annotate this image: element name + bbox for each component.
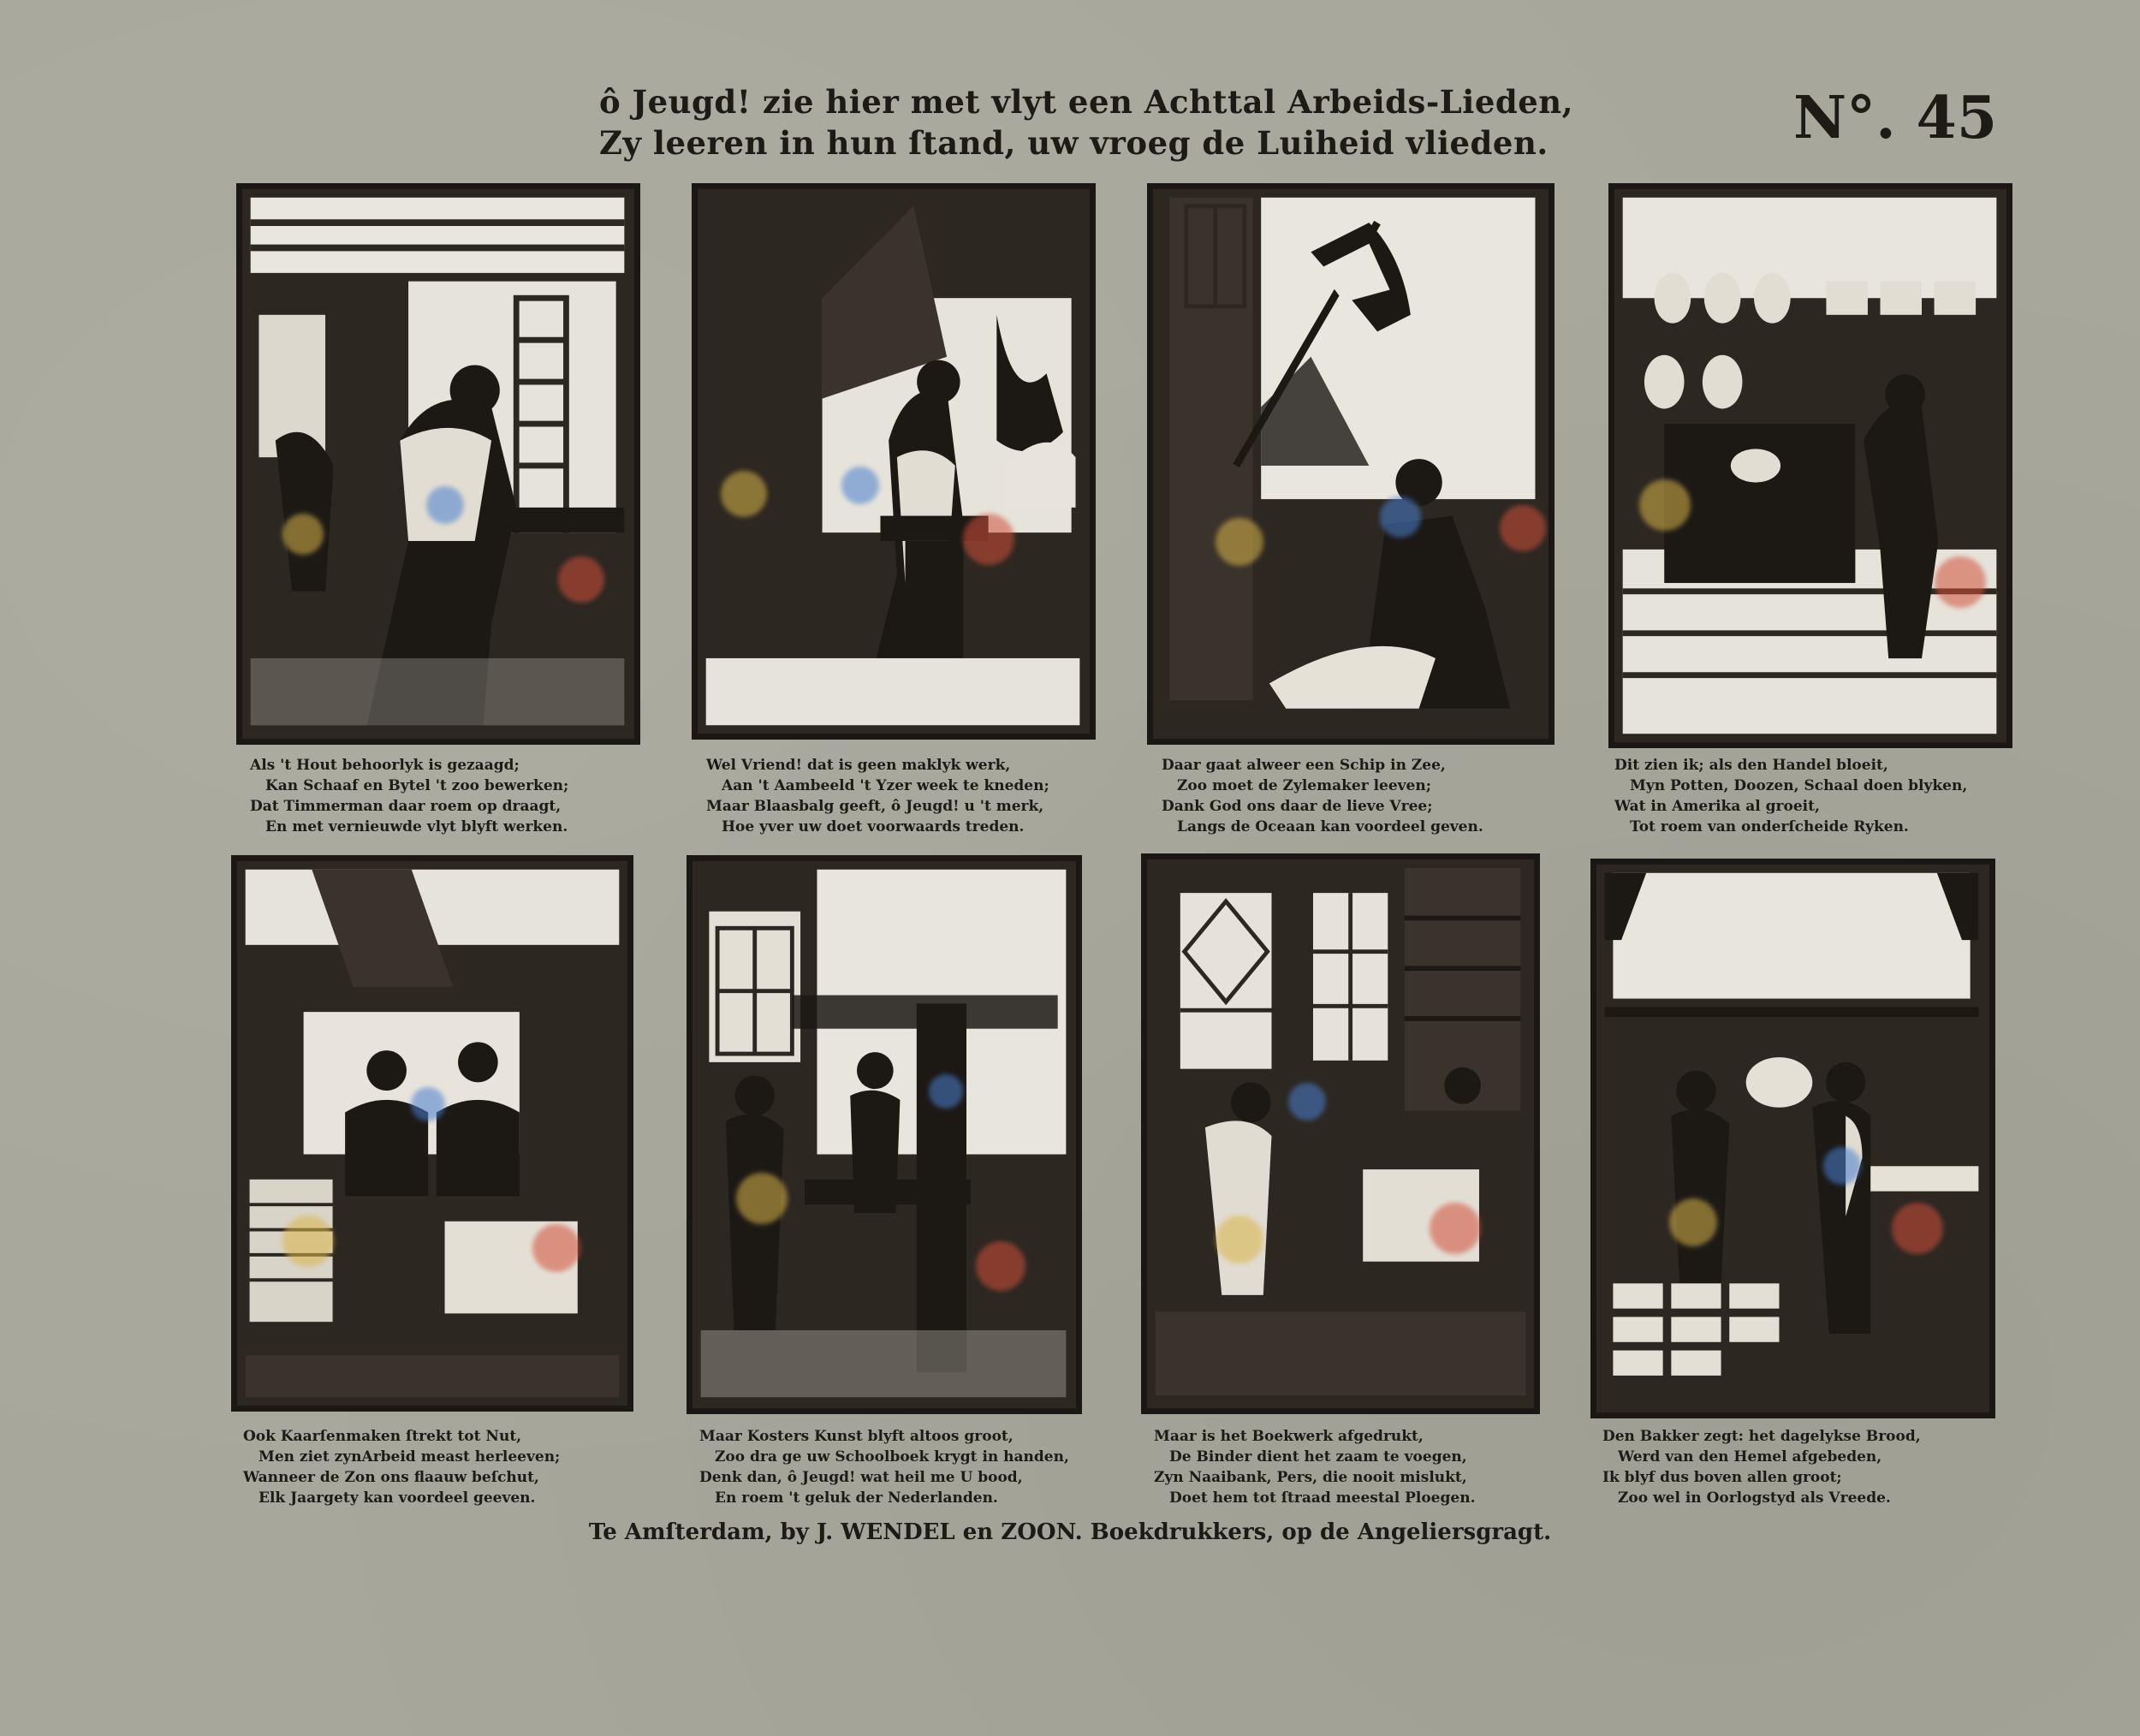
verse-line: Aan 't Aambeeld 't Yzer week te kneden; xyxy=(722,777,1049,794)
verse-line: Dat Timmerman daar roem op draagt, xyxy=(250,798,562,815)
color-stain xyxy=(411,1087,445,1121)
verse-bookbinder xyxy=(1154,1426,1556,1508)
color-stain xyxy=(1380,496,1421,538)
color-stain xyxy=(736,1173,788,1224)
verse-sailmaker xyxy=(1162,755,1564,837)
verse-blacksmith xyxy=(706,755,1109,837)
verse-line: De Binder dient het zaam te voegen, xyxy=(1169,1448,1467,1465)
verse-line: Hoe yver uw doet voorwaards treden. xyxy=(722,818,1025,835)
color-stain xyxy=(1430,1203,1481,1254)
carpenter-woodcut-image xyxy=(242,189,634,739)
color-stain xyxy=(282,514,324,555)
verse-line: Maar Kosters Kunst blyft altoos groot, xyxy=(699,1428,1014,1445)
verse-line: En roem 't geluk der Nederlanden. xyxy=(715,1489,998,1507)
color-stain xyxy=(1669,1198,1717,1246)
verse-line: Langs de Oceaan kan voordeel geven. xyxy=(1177,818,1483,835)
verse-candlemaker xyxy=(243,1426,645,1508)
color-stain xyxy=(1823,1147,1861,1185)
title-line-2: Zy leeren in hun ſtand, uw vroeg de Luiheid vlieden. xyxy=(599,124,1549,162)
verse-line: Denk dan, ô Jeugd! wat heil me U bood, xyxy=(699,1469,1023,1486)
verse-line: Kan Schaaf en Bytel 't zoo bewerken; xyxy=(265,777,569,794)
color-stain xyxy=(426,486,464,524)
verse-line: Men ziet zynArbeid meast herleeven; xyxy=(259,1448,561,1465)
verse-line: Dank God ons daar de lieve Vree; xyxy=(1162,798,1433,815)
color-stain xyxy=(1216,518,1263,566)
sheet-number: N°. 45 xyxy=(1793,84,1998,152)
color-stain xyxy=(532,1224,580,1272)
color-stain xyxy=(1639,479,1691,531)
color-stain xyxy=(841,467,879,504)
verse-line: Wat in Amerika al groeit, xyxy=(1614,798,1820,815)
verse-line: Den Bakker zegt: het dagelykse Brood, xyxy=(1602,1428,1921,1445)
blacksmith-woodcut-image xyxy=(698,189,1090,734)
color-stain xyxy=(558,556,604,603)
verse-merchant xyxy=(1614,755,2017,837)
printer-imprint: Te Amſterdam, by J. WENDEL en ZOON. Boekdrukkers, op de Angeliersgragt. xyxy=(588,1519,1552,1545)
color-stain xyxy=(963,514,1014,565)
verse-line: Dit zien ik; als den Handel bloeit, xyxy=(1614,757,1888,774)
baker-woodcut-image xyxy=(1596,865,1989,1412)
woodcut-panel-blacksmith xyxy=(692,183,1096,740)
sheet-title xyxy=(599,81,1574,163)
woodcut-panel-printer xyxy=(687,855,1082,1414)
verse-line: Ook Kaarſenmaken ſtrekt tot Nut, xyxy=(243,1428,522,1445)
verse-line: Maar is het Boekwerk afgedrukt, xyxy=(1154,1428,1424,1445)
color-stain xyxy=(1216,1216,1263,1263)
title-line-1: ô Jeugd! zie hier met vlyt een Achttal Arbeids-Lieden, xyxy=(599,83,1574,121)
woodcut-panel-sailmaker xyxy=(1147,183,1554,745)
sailmaker-woodcut-image xyxy=(1153,189,1549,739)
verse-line: Doet hem tot ſtraad meestal Ploegen. xyxy=(1169,1489,1476,1507)
verse-line: Tot roem van onderſcheide Ryken. xyxy=(1630,818,1909,835)
verse-line: Als 't Hout behoorlyk is gezaagd; xyxy=(250,757,520,774)
verse-printer xyxy=(699,1426,1102,1508)
color-stain xyxy=(282,1216,334,1267)
candlemaker-woodcut-image xyxy=(237,861,627,1406)
woodcut-panel-merchant xyxy=(1608,183,2012,748)
printer-woodcut-image xyxy=(693,861,1076,1408)
woodcut-panel-bookbinder xyxy=(1141,853,1540,1414)
verse-line: Zoo moet de Zylemaker leeven; xyxy=(1177,777,1431,794)
verse-line: Werd van den Hemel afgebeden, xyxy=(1618,1448,1882,1465)
color-stain xyxy=(1500,505,1546,551)
color-stain xyxy=(929,1074,963,1109)
woodcut-panel-carpenter xyxy=(236,183,640,745)
verse-line: Zoo wel in Oorlogstyd als Vreede. xyxy=(1618,1489,1891,1507)
verse-line: Zyn Naaibank, Pers, die nooit mislukt, xyxy=(1154,1469,1467,1486)
verse-line: Wanneer de Zon ons flaauw beſchut, xyxy=(243,1469,539,1486)
verse-carpenter xyxy=(250,755,652,837)
color-stain xyxy=(721,471,767,517)
verse-line: Daar gaat alweer een Schip in Zee, xyxy=(1162,757,1446,774)
verse-line: Maar Blaasbalg geeft, ô Jeugd! u 't merk, xyxy=(706,798,1044,815)
color-stain xyxy=(1288,1083,1326,1121)
verse-line: Zoo dra ge uw Schoolboek krygt in handen, xyxy=(715,1448,1069,1465)
verse-line: Myn Potten, Doozen, Schaal doen blyken, xyxy=(1630,777,1968,794)
color-stain xyxy=(1892,1203,1943,1254)
color-stain xyxy=(1935,556,1986,608)
woodcut-panel-candlemaker xyxy=(231,855,633,1412)
merchant-woodcut-image xyxy=(1614,189,2006,742)
color-stain xyxy=(976,1241,1025,1291)
verse-line: En met vernieuwde vlyt blyft werken. xyxy=(265,818,568,835)
verse-baker xyxy=(1602,1426,2005,1508)
woodcut-panel-baker xyxy=(1590,859,1995,1418)
verse-line: Ik blyf dus boven allen groot; xyxy=(1602,1469,1842,1486)
verse-line: Wel Vriend! dat is geen maklyk werk, xyxy=(706,757,1011,774)
bookbinder-woodcut-image xyxy=(1147,859,1534,1408)
verse-line: Elk Jaargety kan voordeel geeven. xyxy=(259,1489,536,1507)
